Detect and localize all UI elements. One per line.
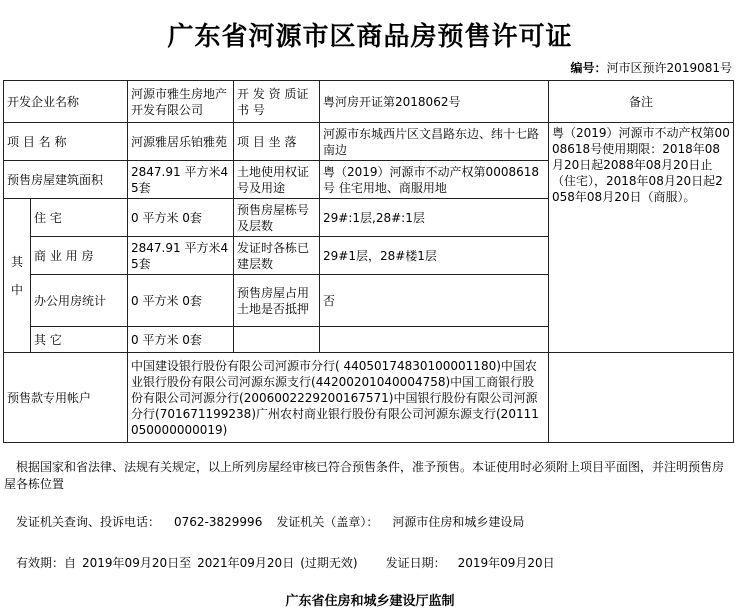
issuer-line bbox=[16, 514, 740, 531]
developer-label: 开发企业名称 bbox=[4, 81, 128, 123]
office-label: 办公用房统计 bbox=[31, 275, 128, 327]
serial-number bbox=[571, 59, 732, 76]
buildings-value: 29#:1层,28#:1层 bbox=[320, 199, 549, 237]
hotline-value: 0762-3829996 bbox=[174, 515, 263, 529]
presale-area-value: 2847.91 平方米45套 bbox=[128, 161, 234, 199]
remarks-label: 备注 bbox=[549, 81, 734, 123]
other-value: 0 平方米 0套 bbox=[128, 327, 234, 353]
serial-label: 编号： bbox=[570, 61, 607, 75]
buildings-label: 预售房屋栋号及层数 bbox=[234, 199, 320, 237]
project-name-label: 项 目 名 称 bbox=[4, 123, 128, 161]
land-cert-label: 土地使用权证号及用途 bbox=[234, 161, 320, 199]
validity-label: 有效期：自 bbox=[16, 556, 77, 570]
issue-date-value: 2019年09月20日 bbox=[457, 556, 555, 570]
hotline-label: 发证机关查询、投诉电话： bbox=[16, 515, 161, 529]
presale-area-label: 预售房屋建筑面积 bbox=[4, 161, 128, 199]
issuer-value: 河源市住房和城乡建设局 bbox=[392, 515, 525, 529]
residential-label: 住 宅 bbox=[31, 199, 128, 237]
certificate-table bbox=[3, 80, 734, 443]
other-empty-b bbox=[320, 327, 549, 353]
issuer-label: 发证机关（盖章）： bbox=[276, 515, 379, 529]
issue-date-label: 发证日期： bbox=[385, 556, 446, 570]
project-location-label: 项 目 坐 落 bbox=[234, 123, 320, 161]
land-cert-value: 粤（2019）河源市不动产权第0008618号 住宅用地、商服用地 bbox=[320, 161, 549, 199]
validity-note: (过期无效) bbox=[300, 556, 358, 570]
built-floors-label: 发证时各栋已建层数 bbox=[234, 237, 320, 275]
qualification-value: 粤河房开证第2018062号 bbox=[320, 81, 549, 123]
remarks-value: 粤（2019）河源市不动产权第0008618号使用期限：2018年08月20日起2088年08月20日止（住宅），2018年08月20日起2058年08月20日（商服）。 bbox=[549, 123, 734, 353]
validity-to: 2021年09月20日 bbox=[197, 556, 295, 570]
project-location-value: 河源市东城西片区文昌路东边、纬十七路南边 bbox=[320, 123, 549, 161]
account-empty bbox=[549, 353, 734, 443]
office-value: 0 平方米 0套 bbox=[128, 275, 234, 327]
built-floors-value: 29#1层，28#楼1层 bbox=[320, 237, 549, 275]
among-text: 其中 bbox=[10, 254, 23, 297]
validity-from: 2019年09月20日至 bbox=[82, 556, 192, 570]
other-label: 其 它 bbox=[31, 327, 128, 353]
commercial-label: 商 业 用 房 bbox=[31, 237, 128, 275]
approval-statement: 根据国家和省法律、法规有关规定，以上所列房屋经审核已符合预售条件，准予预售。本证使用时必须附上项目平面图，并注明预售房屋各栋位置 bbox=[4, 460, 725, 491]
residential-value: 0 平方米 0套 bbox=[128, 199, 234, 237]
mortgage-value: 否 bbox=[320, 275, 549, 327]
developer-value: 河源市雅生房地产开发有限公司 bbox=[128, 81, 234, 123]
serial-value: 河市区预许2019081号 bbox=[606, 61, 732, 75]
qualification-label: 开 发 资 质证 书 号 bbox=[234, 81, 320, 123]
validity-line bbox=[16, 555, 740, 572]
project-name-value: 河源雅居乐铂雅苑 bbox=[128, 123, 234, 161]
other-empty-a bbox=[234, 327, 320, 353]
certificate-title: 广东省河源市区商品房预售许可证 bbox=[167, 22, 573, 52]
account-value: 中国建设银行股份有限公司河源市分行( 44050174830100001180)中国农业银行股份有限公司河源东源支行(44200201040004758)中国工商银行股份有限公司河源分行(2006002229200167571)中国银行股份有限公司河源分行(701671199238)广州农村商业银行股份有限公司河源东源支行(20111050000000019) bbox=[128, 353, 549, 443]
among-label bbox=[4, 199, 31, 353]
account-label: 预售款专用帐户 bbox=[4, 353, 128, 443]
mortgage-label: 预售房屋占用土地是否抵押 bbox=[234, 275, 320, 327]
commercial-value: 2847.91 平方米45套 bbox=[128, 237, 234, 275]
supervisor-line: 广东省住房和城乡建设厅监制 bbox=[285, 594, 455, 609]
